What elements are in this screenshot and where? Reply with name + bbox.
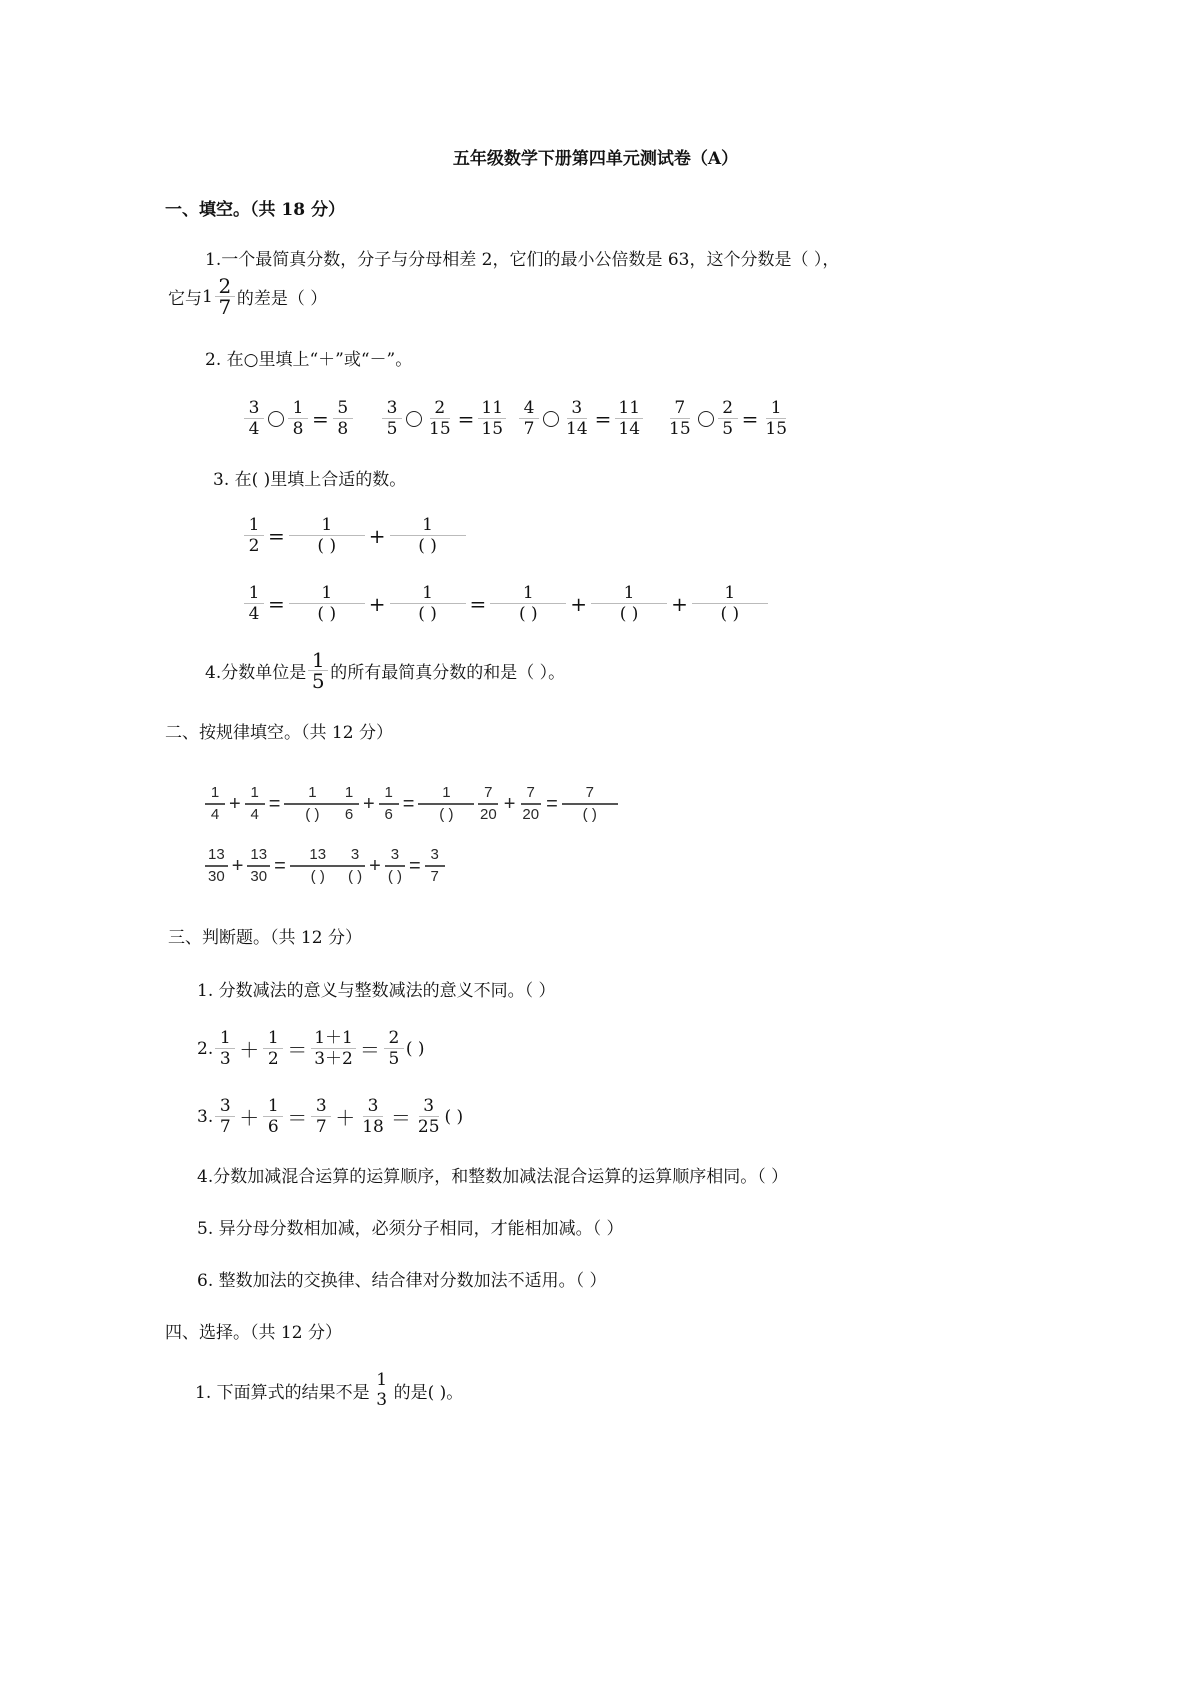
answer-blank: ( ) [405,1038,425,1059]
denominator: 7 [219,1117,231,1137]
fraction [290,845,346,887]
numerator: 1 [692,583,768,604]
denominator: ( ) [317,604,337,624]
fraction [519,398,539,439]
denominator: 8 [292,419,304,439]
s1-q4-pre: 4.分数单位是 [205,663,307,683]
fraction [385,845,405,887]
denominator: 25 [417,1117,440,1137]
denominator: ( ) [348,868,363,885]
mixed-whole: 1 [202,286,213,307]
fraction [205,845,228,887]
denominator: 4 [248,419,260,439]
expression [517,398,645,439]
denominator: 5 [722,419,734,439]
operator: ＝ [390,1106,411,1130]
numerator: 1 [263,1096,283,1117]
numerator: 1 [390,515,466,536]
s3-item-2 [197,1028,425,1069]
numerator: 2 [430,398,450,419]
operator: + [570,591,588,616]
operator: = [741,406,759,431]
fraction [519,783,542,825]
denominator: 18 [362,1117,384,1137]
numerator: 1 [418,783,474,805]
expression [242,398,355,439]
s3-item-1: 1. 分数减法的意义与整数减法的意义不同。（ ） [197,981,556,1001]
numerator: 1 [284,783,340,805]
numerator: 4 [519,398,539,419]
operator: + [369,854,381,877]
s1-q4 [205,650,565,691]
numerator: 3 [419,1096,439,1117]
page-title: 五年级数学下册第四单元测试卷（A） [452,149,739,169]
fraction [372,1370,392,1410]
s3-item-4: 4.分数加减混合运算的运算顺序，和整数加减法混合运算的运算顺序相同。（ ） [197,1167,789,1187]
section-3-heading: 三、判断题。（共 12 分） [168,928,362,948]
numerator: 1 [244,583,264,604]
operator-circle[interactable] [543,411,559,427]
denominator: 4 [250,806,259,823]
fraction [425,845,445,887]
fraction [205,783,225,825]
fraction [289,515,365,556]
numerator: 1 [263,1028,283,1049]
fraction [245,783,265,825]
expression [242,515,468,556]
operator: + [503,792,516,815]
denominator: 7 [218,295,232,319]
numerator: 3 [345,845,365,867]
fraction [666,398,694,439]
fraction [247,845,270,887]
fraction [415,1096,443,1137]
operator: ＋ [239,1038,260,1062]
fraction [215,1028,235,1069]
expression [475,783,620,825]
fraction [762,398,790,439]
operator: = [594,406,612,431]
operator: = [268,591,285,616]
denominator: ( ) [619,604,639,624]
denominator: 7 [315,1117,327,1137]
operator: + [231,854,244,877]
denominator: 3＋2 [314,1049,353,1069]
denominator: ( ) [418,604,437,624]
expression [203,783,342,825]
fraction [562,783,618,825]
denominator: 2 [248,536,260,556]
section-1-heading: 一、填空。（共 18 分） [165,200,345,220]
numerator: 3 [385,845,405,867]
numerator: 1 [289,583,365,604]
fraction [382,398,402,439]
section-2-heading: 二、按规律填空。（共 12 分） [165,723,393,743]
fraction [288,398,308,439]
numerator: 1 [215,1028,235,1049]
denominator: ( ) [305,806,320,823]
operator: ＋ [239,1106,260,1130]
s1-q3-text: 3. 在( )里填上合适的数。 [213,470,407,490]
operator: = [274,854,286,877]
fraction [490,583,566,624]
operator: ＝ [287,1106,308,1130]
s1-q1-line1: 1.一个最简真分数，分子与分母相差 2，它们的最小公倍数是 63，这个分数是（ ）， [205,250,840,270]
fraction [418,783,474,825]
expression [337,783,476,825]
denominator: 20 [480,806,497,823]
operator: = [409,854,421,877]
fraction [718,398,738,439]
fraction [244,515,264,556]
numerator: 3 [311,1096,331,1117]
s1-q4-post: 的所有最简真分数的和是（ ）。 [330,663,566,683]
denominator: 3 [219,1049,231,1069]
fraction [591,583,667,624]
fraction [284,783,340,825]
operator: + [363,792,375,815]
numerator: 7 [521,783,541,805]
s3-item-3-label: 3. [197,1106,214,1127]
expression [380,398,508,439]
denominator: 4 [248,604,260,624]
expression [343,845,447,887]
numerator: 1 [591,583,667,604]
numerator: 2 [718,398,738,419]
s3-item-6: 6. 整数加法的交换律、结合律对分数加法不适用。（ ） [197,1271,607,1291]
s1-q1-post: 的差是（ ） [236,289,328,309]
denominator: ( ) [518,604,538,624]
denominator: 14 [566,419,588,439]
fraction [289,583,365,624]
numerator: 1＋1 [311,1028,356,1049]
numerator: 13 [247,845,270,867]
fraction [215,1096,235,1137]
denominator: ( ) [310,868,325,885]
fraction [311,1096,331,1137]
operator: = [402,792,415,815]
denominator: ( ) [317,536,337,556]
numerator: 11 [478,398,506,419]
numerator: 13 [205,845,228,867]
operator: = [457,406,475,431]
s3-item-2-label: 2. [197,1038,214,1059]
fraction [244,398,264,439]
numerator: 1 [379,783,399,805]
denominator: 15 [765,419,788,439]
operator: ＋ [335,1106,356,1130]
operator: + [671,591,688,616]
denominator: 4 [210,806,220,823]
denominator: 30 [250,868,268,885]
s4-q1 [195,1370,463,1410]
operator: = [312,406,329,431]
fraction [339,783,359,825]
s4-q1-post: 的是( )。 [393,1382,464,1403]
operator: ＝ [359,1038,380,1062]
operator: ＝ [287,1038,308,1062]
operator: = [268,523,285,548]
numerator: 3 [215,1096,235,1117]
fraction [615,398,643,439]
denominator: ( ) [387,868,403,885]
denominator: 6 [384,806,393,823]
numerator: 1 [288,398,308,419]
numerator: 1 [308,650,328,671]
operator: = [546,792,558,815]
expression [203,845,348,887]
numerator: 1 [390,583,466,604]
operator: + [368,591,386,616]
s1-q1-pre: 它与 [168,289,202,309]
expression [664,398,792,439]
numerator: 3 [567,398,587,419]
numerator: 1 [289,515,365,536]
numerator: 7 [670,398,690,419]
unit-fraction [308,650,328,691]
operator: = [268,792,281,815]
denominator: 20 [522,806,540,823]
numerator: 1 [245,783,265,805]
numerator: 13 [290,845,346,867]
denominator: ( ) [582,806,597,823]
numerator: 3 [244,398,264,419]
answer-blank: ( ) [444,1106,464,1127]
numerator: 5 [333,398,353,419]
operator: + [368,523,386,548]
denominator: 7 [430,868,439,885]
denominator: 30 [208,868,225,885]
s3-item-3 [197,1096,463,1137]
numerator: 3 [363,1096,383,1117]
denominator: 3 [376,1390,388,1410]
numerator: 3 [382,398,402,419]
fraction [345,845,365,887]
fraction [478,398,506,439]
s4-q1-pre: 1. 下面算式的结果不是 [195,1382,370,1403]
operator-circle[interactable] [698,411,714,427]
numerator: 1 [339,783,359,805]
fraction [359,1096,387,1137]
denominator: 2 [267,1049,279,1069]
fraction [244,583,264,624]
denominator: 15 [481,419,504,439]
fraction [384,1028,404,1069]
fraction [563,398,591,439]
fraction [692,583,768,624]
fraction [333,398,353,439]
s3-item-5: 5. 异分母分数相加减，必须分子相同，才能相加减。（ ） [197,1219,624,1239]
numerator: 7 [562,783,618,805]
denominator: 5 [388,1049,400,1069]
numerator: 2 [215,276,235,297]
numerator: 1 [205,783,225,805]
denominator: 6 [267,1117,279,1137]
mixed-fraction [215,276,235,317]
fraction [426,398,454,439]
s1-q2-text: 2. 在○里填上“＋”或“－”。 [205,350,413,370]
operator: + [229,792,241,815]
denominator: 5 [386,419,398,439]
denominator: 7 [523,419,535,439]
denominator: ( ) [439,806,454,823]
numerator: 2 [384,1028,404,1049]
operator-circle[interactable] [268,411,284,427]
denominator: 8 [337,419,349,439]
denominator: ( ) [418,536,437,556]
denominator: 6 [344,806,354,823]
fraction [390,515,466,556]
s1-q1-line2 [168,276,327,317]
numerator: 7 [478,783,498,805]
denominator: 5 [311,669,325,693]
denominator: 15 [429,419,451,439]
expression [242,583,770,624]
denominator: 15 [669,419,691,439]
fraction [390,583,466,624]
numerator: 1 [244,515,264,536]
denominator: ( ) [720,604,740,624]
numerator: 1 [490,583,566,604]
section-4-heading: 四、选择。（共 12 分） [165,1323,342,1343]
fraction [311,1028,356,1069]
fraction [477,783,500,825]
numerator: 1 [376,1370,388,1390]
numerator: 3 [425,845,445,867]
numerator: 11 [615,398,643,419]
denominator: 14 [618,419,641,439]
operator: = [469,591,487,616]
numerator: 1 [766,398,786,419]
fraction [263,1096,283,1137]
fraction [263,1028,283,1069]
operator-circle[interactable] [406,411,422,427]
fraction [379,783,399,825]
